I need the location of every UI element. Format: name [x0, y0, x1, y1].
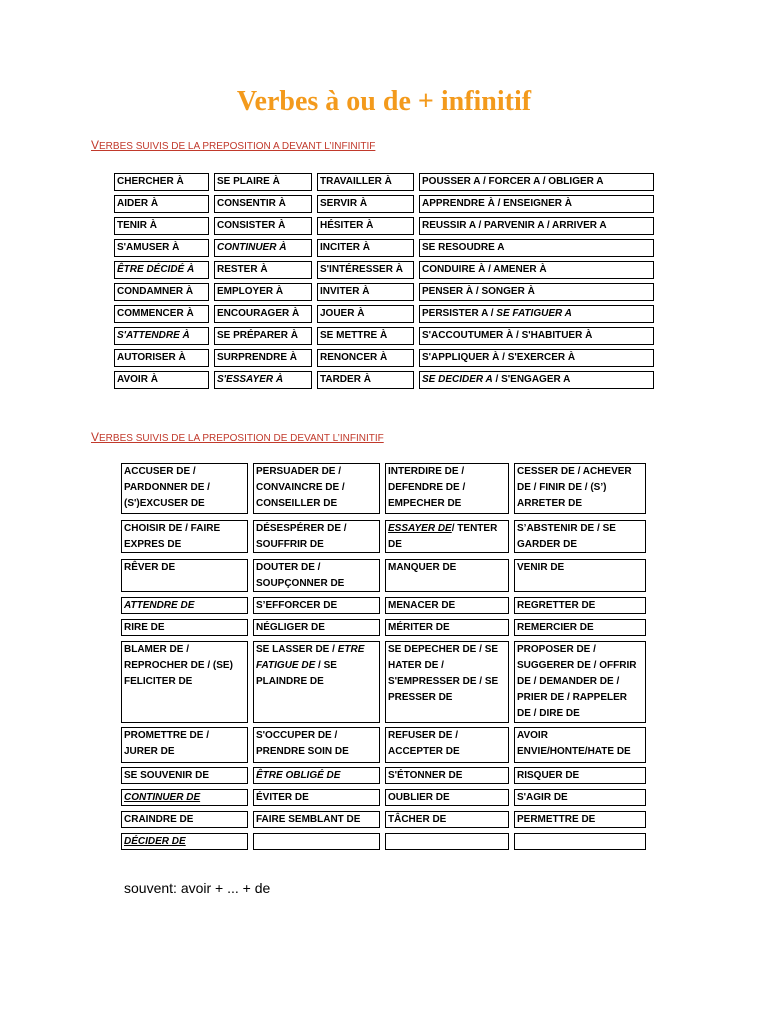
verb-a-cell: CHERCHER À	[114, 173, 209, 191]
verb-de-cell: DOUTER DE / SOUPÇONNER DE	[253, 559, 380, 592]
verb-de-cell: PROPOSER DE / SUGGERER DE / OFFRIR DE / DEMANDER DE / PRIER DE / RAPPELER DE / DIRE DE	[514, 641, 646, 723]
verb-a-cell: REUSSIR A / PARVENIR A / ARRIVER A	[419, 217, 654, 235]
verb-a-cell: CONSISTER À	[214, 217, 312, 235]
verb-a-cell: CONDAMNER À	[114, 283, 209, 301]
verb-de-cell: ACCUSER DE / PARDONNER DE / (S')EXCUSER DE	[121, 463, 248, 514]
verb-a-cell: SE METTRE À	[317, 327, 414, 345]
verb-de-cell	[253, 833, 380, 850]
verb-a-cell: APPRENDRE À / ENSEIGNER À	[419, 195, 654, 213]
verb-a-cell: TARDER À	[317, 371, 414, 389]
verb-de-cell: REGRETTER DE	[514, 597, 646, 614]
verb-de-cell: ATTENDRE DE	[121, 597, 248, 614]
verb-de-cell: RISQUER DE	[514, 767, 646, 784]
verb-a-cell: CONSENTIR À	[214, 195, 312, 213]
verb-de-cell: S'OCCUPER DE / PRENDRE SOIN DE	[253, 727, 380, 763]
verb-de-cell: SE LASSER DE / ETRE FATIGUE DE / SE PLAINDRE DE	[253, 641, 380, 723]
verb-de-cell: CHOISIR DE / FAIRE EXPRES DE	[121, 520, 248, 553]
verb-de-cell: MANQUER DE	[385, 559, 509, 592]
verb-a-cell: HÉSITER À	[317, 217, 414, 235]
verb-de-cell: ESSAYER DE/ TENTER DE	[385, 520, 509, 553]
verb-a-cell: SURPRENDRE À	[214, 349, 312, 367]
verb-de-cell: BLAMER DE / REPROCHER DE / (SE) FELICITER DE	[121, 641, 248, 723]
verb-de-cell: NÉGLIGER DE	[253, 619, 380, 636]
verb-de-cell: PERSUADER DE / CONVAINCRE DE / CONSEILLER DE	[253, 463, 380, 514]
verb-a-cell: RENONCER À	[317, 349, 414, 367]
verb-a-cell: S'INTÉRESSER À	[317, 261, 414, 279]
verb-a-cell: S'ATTENDRE À	[114, 327, 209, 345]
verb-de-cell: PROMETTRE DE / JURER DE	[121, 727, 248, 763]
verb-de-cell: INTERDIRE DE / DEFENDRE DE / EMPECHER DE	[385, 463, 509, 514]
section-heading-a	[91, 138, 375, 152]
verb-de-cell: FAIRE SEMBLANT DE	[253, 811, 380, 828]
verb-a-cell: CONTINUER À	[214, 239, 312, 257]
verb-a-cell: S'APPLIQUER À / S'EXERCER À	[419, 349, 654, 367]
footnote: souvent: avoir + ... + de	[124, 880, 271, 896]
verb-de-cell: CRAINDRE DE	[121, 811, 248, 828]
verb-de-cell: S'ÉTONNER DE	[385, 767, 509, 784]
verb-de-cell: PERMETTRE DE	[514, 811, 646, 828]
verb-a-cell: ÊTRE DÉCIDÉ À	[114, 261, 209, 279]
verb-a-cell: TRAVAILLER À	[317, 173, 414, 191]
section-heading-de-initial: V	[91, 430, 100, 444]
verb-de-cell: VENIR DE	[514, 559, 646, 592]
verb-a-cell: POUSSER A / FORCER A / OBLIGER A	[419, 173, 654, 191]
verb-de-cell: S'AGIR DE	[514, 789, 646, 806]
verb-a-cell: SE DECIDER A / S'ENGAGER A	[419, 371, 654, 389]
verb-de-cell: MÉRITER DE	[385, 619, 509, 636]
verb-a-cell: INCITER À	[317, 239, 414, 257]
verb-a-cell: TENIR À	[114, 217, 209, 235]
verb-de-cell	[514, 833, 646, 850]
verb-de-cell: SE DEPECHER DE / SE HATER DE / S'EMPRESSER DE / SE PRESSER DE	[385, 641, 509, 723]
verb-a-cell: PERSISTER A / SE FATIGUER A	[419, 305, 654, 323]
verb-de-cell: DÉCIDER DE	[121, 833, 248, 850]
verb-a-cell: S'ACCOUTUMER À / S'HABITUER À	[419, 327, 654, 345]
verb-a-cell: AUTORISER À	[114, 349, 209, 367]
section-heading-a-initial: V	[91, 138, 100, 152]
verb-de-cell: S’EFFORCER DE	[253, 597, 380, 614]
section-heading-de	[91, 430, 384, 444]
verb-de-cell: S’ABSTENIR DE / SE GARDER DE	[514, 520, 646, 553]
verb-a-cell: SERVIR À	[317, 195, 414, 213]
verb-a-cell: S'AMUSER À	[114, 239, 209, 257]
verb-a-cell: SE PLAIRE À	[214, 173, 312, 191]
verb-a-cell: S'ESSAYER À	[214, 371, 312, 389]
verb-de-cell: CONTINUER DE	[121, 789, 248, 806]
verb-de-cell: TÂCHER DE	[385, 811, 509, 828]
verb-de-cell: AVOIR ENVIE/HONTE/HATE DE	[514, 727, 646, 763]
section-heading-de-text: ERBES SUIVIS DE LA PREPOSITION DE DEVANT L’INFINITIF	[99, 433, 384, 444]
verb-a-cell: CONDUIRE À / AMENER À	[419, 261, 654, 279]
verb-a-cell: RESTER À	[214, 261, 312, 279]
verb-de-cell: RÊVER DE	[121, 559, 248, 592]
verb-a-cell: AIDER À	[114, 195, 209, 213]
verb-a-cell: ENCOURAGER À	[214, 305, 312, 323]
verb-de-cell: ÉVITER DE	[253, 789, 380, 806]
verb-de-cell: SE SOUVENIR DE	[121, 767, 248, 784]
verb-a-cell: COMMENCER À	[114, 305, 209, 323]
verb-a-cell: SE PRÉPARER À	[214, 327, 312, 345]
verb-de-cell: OUBLIER DE	[385, 789, 509, 806]
verb-de-cell	[385, 833, 509, 850]
verb-a-cell: INVITER À	[317, 283, 414, 301]
verb-de-cell: REMERCIER DE	[514, 619, 646, 636]
verb-de-cell: REFUSER DE / ACCEPTER DE	[385, 727, 509, 763]
verb-a-cell: AVOIR À	[114, 371, 209, 389]
verb-a-cell: JOUER À	[317, 305, 414, 323]
verb-de-cell: CESSER DE / ACHEVER DE / FINIR DE / (S’) ARRETER DE	[514, 463, 646, 514]
verb-de-cell: RIRE DE	[121, 619, 248, 636]
page-title: Verbes à ou de + infinitif	[236, 86, 532, 117]
verb-de-cell: MENACER DE	[385, 597, 509, 614]
verb-a-cell: EMPLOYER À	[214, 283, 312, 301]
verb-de-cell: ÊTRE OBLIGÉ DE	[253, 767, 380, 784]
section-heading-a-text: ERBES SUIVIS DE LA PREPOSITION A DEVANT L’INFINITIF	[99, 141, 376, 152]
verb-a-cell: PENSER À / SONGER À	[419, 283, 654, 301]
verb-a-cell: SE RESOUDRE A	[419, 239, 654, 257]
verb-de-cell: DÉSESPÉRER DE / SOUFFRIR DE	[253, 520, 380, 553]
